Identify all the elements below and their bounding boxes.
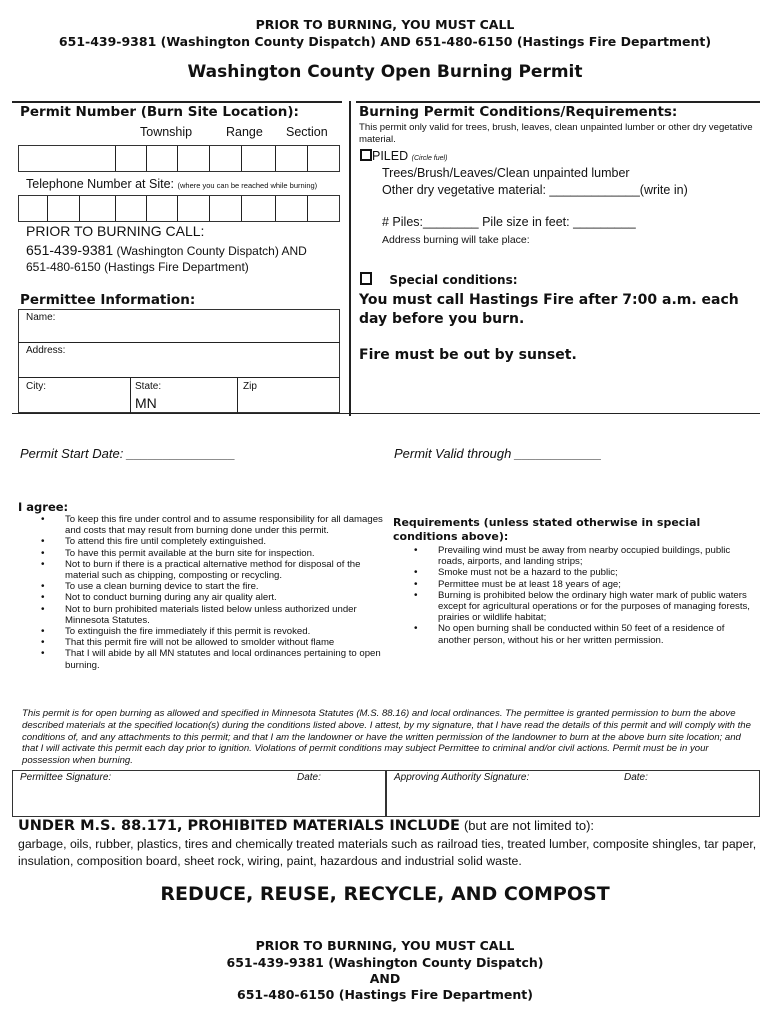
list-item: • Permittee must be at least 18 years of age; [438,579,758,590]
footer-line-4: 651-480-6150 (Hastings Fire Department) [237,987,533,1002]
telephone-note: (where you can be reached while burning) [177,181,318,190]
footer-line-1: PRIOR TO BURNING, YOU MUST CALL [255,938,515,953]
footer-line-3: AND [369,971,401,986]
list-item: • Not to burn prohibited materials listed below unless authorized under Minnesota Statutes. [65,604,383,626]
piles-line: # Piles:________ Pile size in feet: _________ [382,215,636,229]
special-text: You must call Hastings Fire after 7:00 a.m. each day before you burn. [359,292,739,327]
township-label: Township [140,125,193,139]
requirements-title: Requirements (unless stated otherwise in special conditions above): [393,516,701,543]
special-label: Special conditions: [389,273,518,287]
permittee-signature-label: Permittee Signature: [20,772,112,783]
permit-number-label: Permit Number (Burn Site Location): [20,104,299,120]
permittee-date-label: Date: [297,772,321,783]
fuel-trees: Trees/Brush/Leaves/Clean unpainted lumber [382,166,630,180]
agree-title: I agree: [18,500,69,514]
address-field[interactable]: Address: [26,345,66,356]
permit-number-field[interactable] [18,145,340,172]
section-label: Section [286,125,328,139]
list-item: • Not to conduct burning during any air quality alert. [65,592,383,603]
sunset-text: Fire must be out by sunset. [359,347,577,363]
telephone-label: Telephone Number at Site: (where you can be reached while burning) [26,177,318,191]
footer-line-2: 651-439-9381 (Washington County Dispatch) [226,955,544,970]
list-item: • To have this permit available at the burn site for inspection. [65,548,383,559]
list-item: • To extinguish the fire immediately if this permit is revoked. [65,626,383,637]
list-item: • Not to burn if there is a practical alternative method for disposal of the material such as chipping, composting or recycling. [65,559,383,581]
call-line-1: 651-439-9381 (Washington County Dispatch) AND [26,242,307,258]
piled-label: PILED [372,149,409,163]
piled-option[interactable] [360,149,447,163]
requirements-list [438,545,758,646]
authority-signature-label: Approving Authority Signature: [394,772,530,783]
permittee-info-box [18,309,340,413]
authority-date-label: Date: [624,772,648,783]
list-item: • Burning is prohibited below the ordinary high water mark of public waters except for agricultural operations or for the purposes of managing forests, prairies or wildlife habitat; [438,590,758,624]
piled-note: (Circle fuel) [411,155,448,162]
list-item: • That this permit fire will not be allowed to smolder without flame [65,637,383,648]
permit-valid-through[interactable]: Permit Valid through ____________ [394,446,602,461]
prohibited-text: garbage, oils, rubber, plastics, tires and chemically treated materials such as railroad ties, treated lumber, composite shingles, tar paper, insulation, composition board, sheet rock, wiring, paint, hazardous and industrial solid waste. [18,837,757,868]
special-conditions[interactable] [360,272,518,287]
piled-checkbox[interactable] [360,149,372,161]
header-phone-line: 651-439-9381 (Washington County Dispatch) AND 651-480-6150 (Hastings Fire Department) [58,34,712,49]
zip-field[interactable]: Zip [243,381,257,392]
city-field[interactable]: City: [26,381,46,392]
list-item: • That I will abide by all MN statutes and local ordinances pertaining to open burning. [65,648,383,670]
prohibited-title: UNDER M.S. 88.171, PROHIBITED MATERIALS INCLUDE (but are not limited to): [18,818,595,834]
list-item: • To keep this fire under control and to assume responsibility for all damages and costs that may result from burning done under this permit. [65,514,383,536]
legal-text: This permit is for open burning as allowed and specified in Minnesota Statutes (M.S. 88.16) and local ordinances. The permittee is granted permission to burn the above described materials at the specified location(s) during the conditions listed above. I attest, by my signature, that I have read the details of this permit and will comply with the conditions of, and any attachments to this permit; and that I am the landowner or have the written permission of the landowner to burn at the above burn site location; and that I will activate this permit each day prior to ignition. Violations of permit conditions may subject Permittee to criminal and/or civil actions. Permit must be in your possession when burning. [22,708,751,767]
address-burning: Address burning will take place: [382,234,530,246]
permit-start-date[interactable]: Permit Start Date: _______________ [20,446,236,461]
list-item: • No open burning shall be conducted within 50 feet of a residence of another person, without his or her written permission. [438,623,758,645]
range-label: Range [226,125,263,139]
call-line-2: 651-480-6150 (Hastings Fire Department) [26,260,249,274]
page-title: Washington County Open Burning Permit [187,62,583,82]
agree-list [65,514,383,671]
telephone-field[interactable] [18,195,340,222]
list-item: • Smoke must not be a hazard to the public; [438,567,758,578]
state-value[interactable]: MN [135,395,157,411]
header-call-line: PRIOR TO BURNING, YOU MUST CALL [255,17,515,32]
slogan: REDUCE, REUSE, RECYCLE, AND COMPOST [160,883,610,905]
name-field[interactable]: Name: [26,312,56,323]
list-item: • To use a clean burning device to start the fire. [65,581,383,592]
permittee-label: Permittee Information: [20,292,196,308]
conditions-note: This permit only valid for trees, brush, leaves, clean unpainted lumber or other dry vegetative material. [359,122,753,145]
state-field-label: State: [135,381,162,392]
conditions-title: Burning Permit Conditions/Requirements: [359,104,678,120]
fuel-other: Other dry vegetative material: _____________(write in) [382,183,688,197]
special-checkbox[interactable] [360,272,372,285]
call-title: PRIOR TO BURNING CALL: [26,223,205,239]
list-item: • Prevailing wind must be away from nearby occupied buildings, public roads, airports, and landing strips; [438,545,758,567]
list-item: • To attend this fire until completely extinguished. [65,536,383,547]
